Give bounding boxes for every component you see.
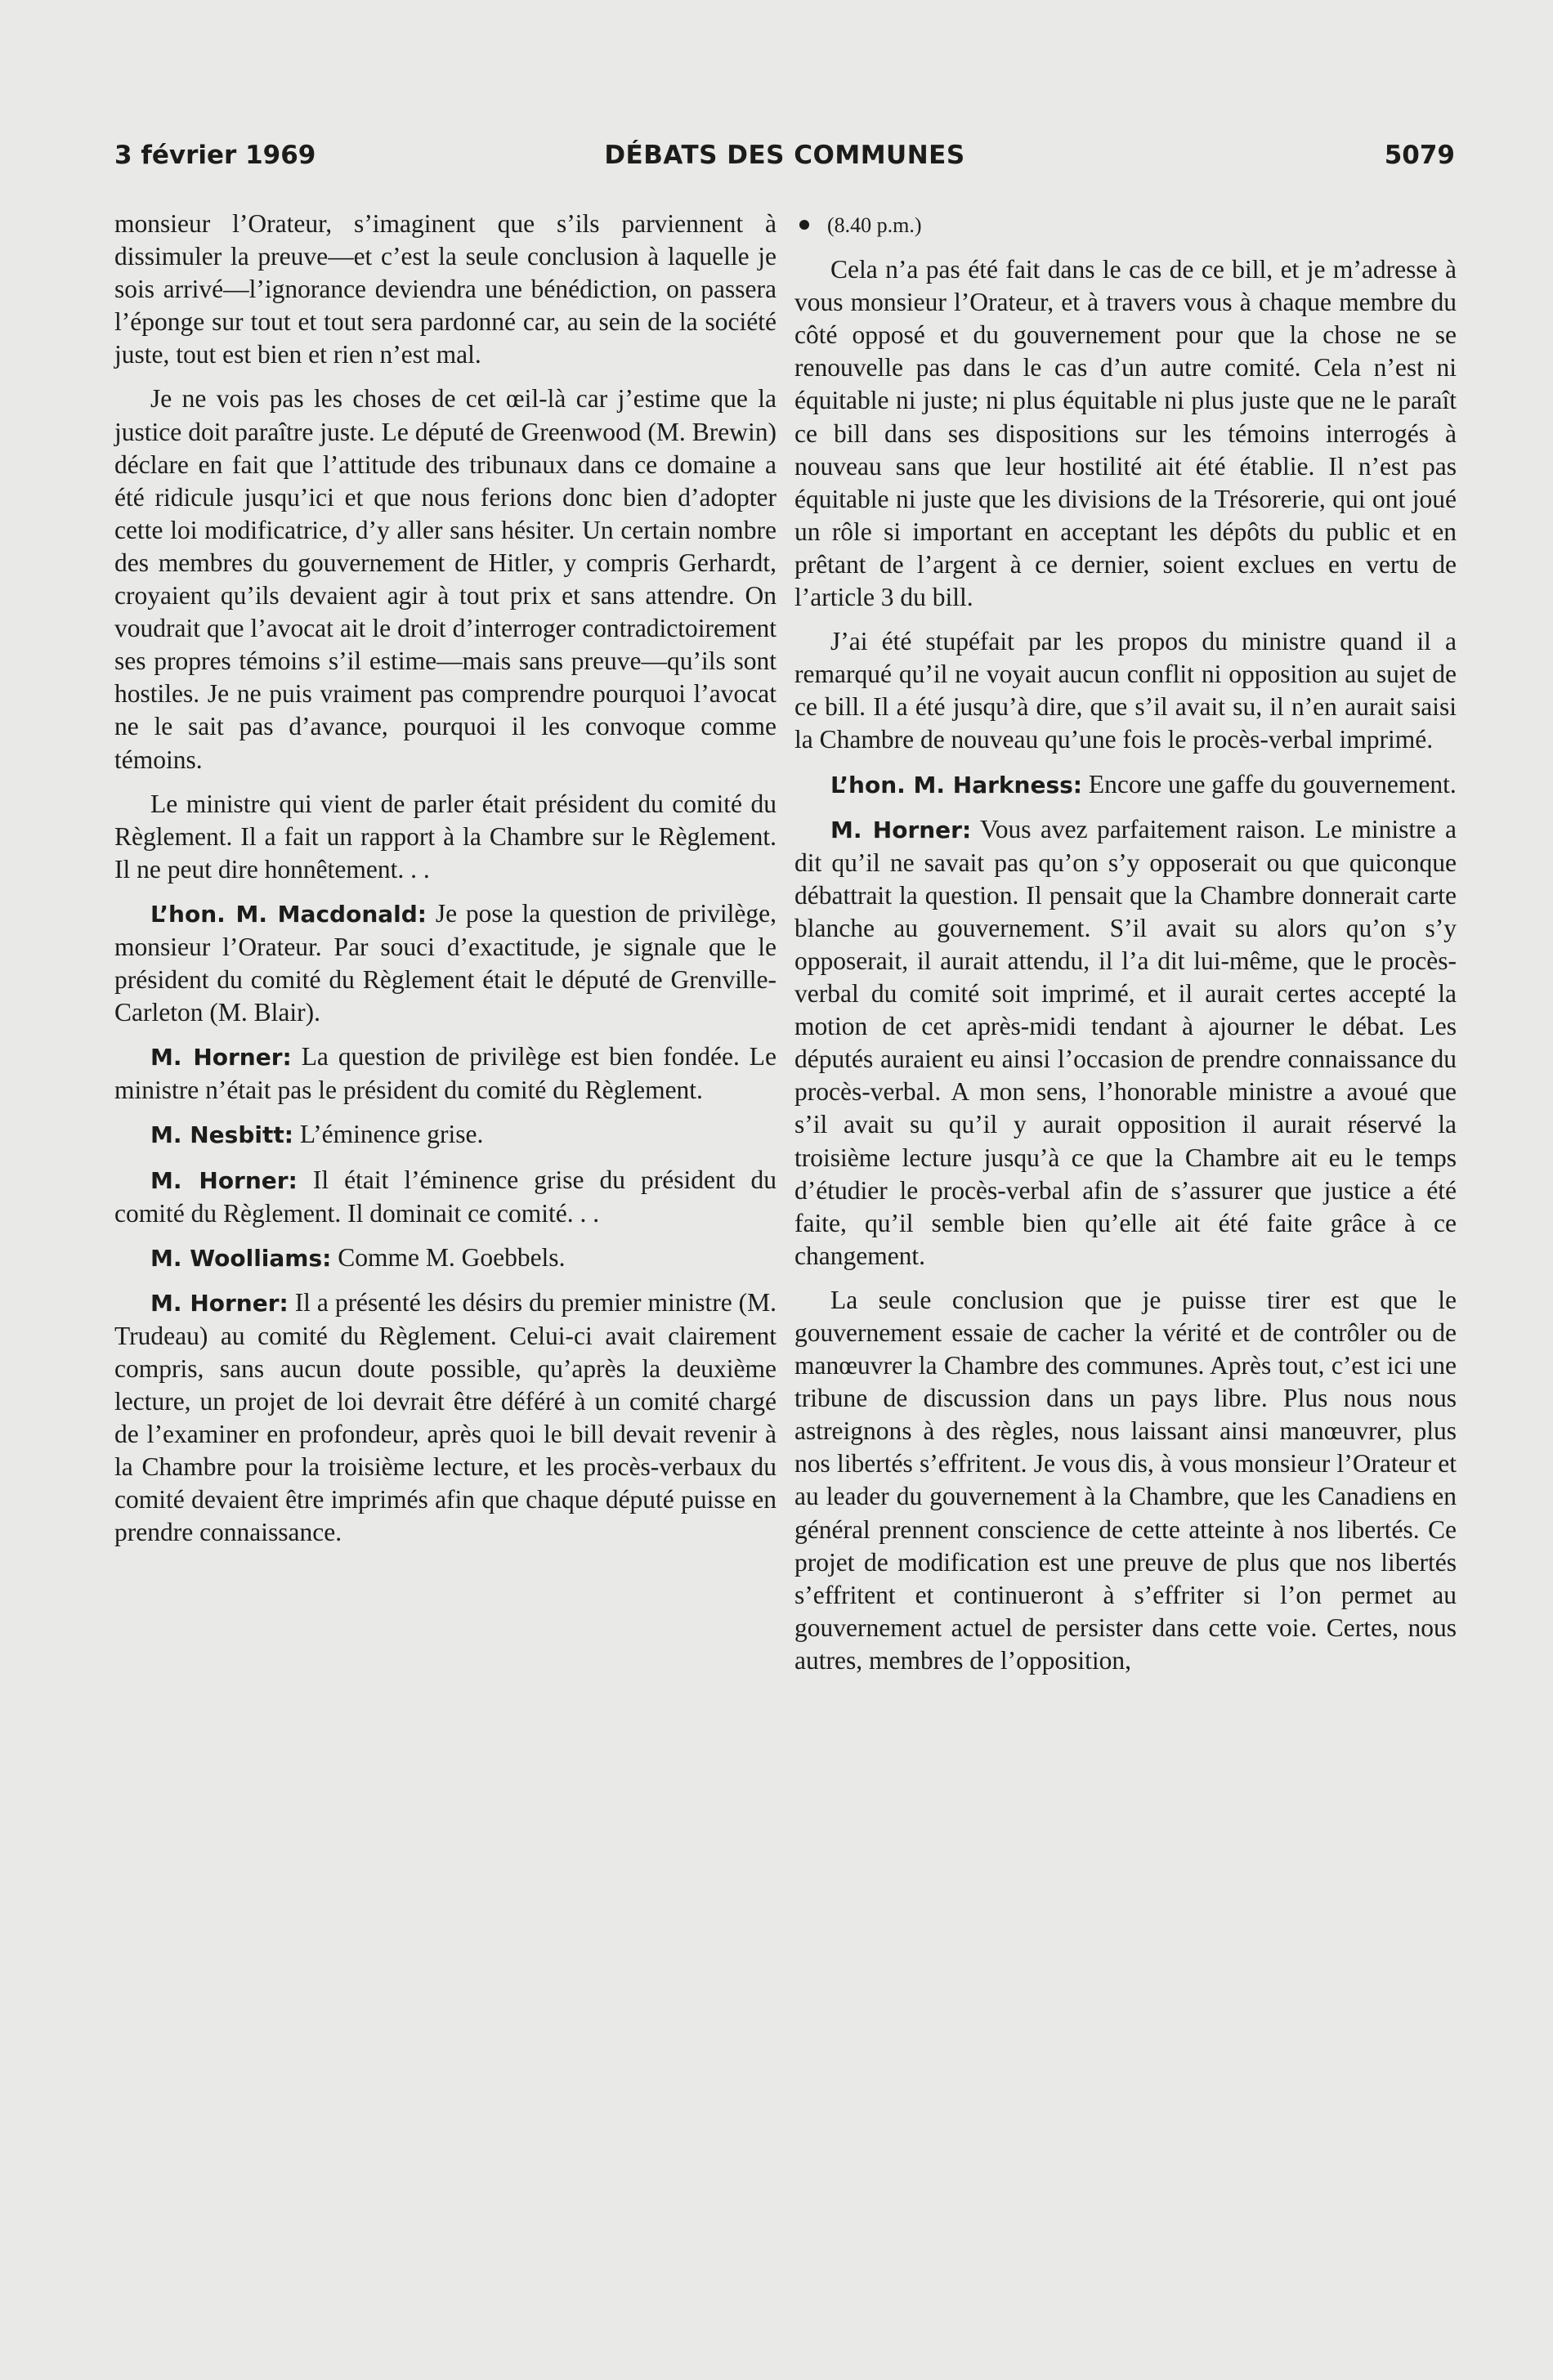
- speech-paragraph: [114, 1286, 776, 1550]
- bullet-icon: [799, 220, 809, 230]
- time-stamp: (8.40 p.m.): [827, 213, 922, 237]
- speech-paragraph: [114, 897, 776, 1029]
- header-title: DÉBATS DES COMMUNES: [604, 141, 965, 170]
- page-number: 5079: [1384, 141, 1455, 170]
- paragraph: Le ministre qui vient de parler était président du comité du Règlement. Il a fait un rapport à la Chambre sur le Règlement. Il ne peut dire honnêtement. . .: [114, 789, 776, 884]
- speaker-name: M. Nesbitt:: [150, 1121, 293, 1149]
- speech-paragraph: [114, 1241, 776, 1275]
- right-column: [794, 208, 1457, 1689]
- time-marker: [794, 208, 1457, 242]
- paragraph: Je ne vois pas les choses de cet œil-là car j’estime que la justice doit paraître juste. Le député de Greenwood (M. Brewin) déclare en fait que l’attitude des tribunaux dans ce domaine a été ridicule jusqu’ici et que nous ferions donc bien d’adopter cette loi modificatrice, d’y aller sans hésiter. Un certain nombre des membres du gouvernement de Hitler, y compris Gerhardt, croyaient qu’ils devaient agir à tout prix et sans attendre. On voudrait que l’avocat ait le droit d’interroger contradictoirement ses propres témoins s’il estime—mais sans preuve—qu’ils sont hostiles. Je ne puis vraiment pas comprendre pourquoi l’avocat ne le sait pas d’avance, pourquoi il les convoque comme témoins.: [114, 384, 776, 774]
- speech-text: Comme M. Goebbels.: [338, 1242, 566, 1272]
- speech-text: La question de privilège est bien fondée. Le ministre n’était pas le président du comité du Règlement.: [114, 1042, 777, 1105]
- left-column: [114, 208, 776, 1561]
- paragraph: La seule conclusion que je puisse tirer est que le gouvernement essaie de cacher la vérité et de contrôler ou de manœuvrer la Chambre des communes. Après tout, c’est ici une tribune de discussion dans un pays libre. Plus nous nous astreignons à des règles, nous laissant ainsi manœuvrer, plus nos libertés s’effritent. Je vous dis, à vous monsieur l’Orateur et au leader du gouvernement à la Chambre, que les Canadiens en général prennent conscience de cette atteinte à nos libertés. Ce projet de modification est une preuve de plus que nos libertés s’effritent et continueront à s’effriter si l’on permet au gouvernement actuel de persister dans cette voie. Certes, nous autres, membres de l’opposition,: [794, 1285, 1457, 1675]
- speaker-name: M. Horner:: [150, 1044, 292, 1071]
- speaker-name: M. Horner:: [150, 1289, 289, 1317]
- speech-text: Vous avez parfaitement raison. Le ministre a dit qu’il ne savait pas qu’on s’y opposerait ou que quiconque débattrait la question. Il pensait que la Chambre donnerait carte blanche au gouvernement. S’il avait su alors qu’on s’y opposerait, il aurait attendu, il l’a dit lui-même, que le procès-verbal du comité soit imprimé, et il aurait certes accepté la motion de cet après-midi tendant à ajourner le débat. Les députés auraient eu ainsi l’occasion de prendre connaissance du procès-verbal. A mon sens, l’honorable ministre a avoué que s’il avait su qu’il y aurait opposition il aurait réservé la troisième lecture jusqu’à ce que la Chambre ait eu le temps d’étudier le procès-verbal afin de s’assurer que justice a été faite, qu’il semble bien qu’elle ait été faite grâce à ce changement.: [794, 814, 1457, 1270]
- speech-paragraph: [794, 813, 1457, 1273]
- speaker-name: L’hon. M. Harkness:: [830, 771, 1082, 799]
- speech-text: Il était l’éminence grise du président du comité du Règlement. Il dominait ce comité. . .: [114, 1165, 777, 1228]
- speech-text: Encore une gaffe du gouvernement.: [1088, 769, 1457, 799]
- speech-paragraph: [794, 768, 1457, 802]
- paragraph: J’ai été stupéfait par les propos du ministre quand il a remarqué qu’il ne voyait aucun conflit ni opposition au sujet de ce bill. Il a été jusqu’à dire, que s’il avait su, il n’en aurait saisi la Chambre de nouveau qu’une fois le procès-verbal imprimé.: [794, 627, 1457, 754]
- speech-paragraph: [114, 1040, 776, 1107]
- paragraph: monsieur l’Orateur, s’imaginent que s’ils parviennent à dissimuler la preuve—et c’est la seule conclusion à laquelle je sois arrivé—l’ignorance deviendra une bénédiction, on passera l’éponge sur tout et tout sera pardonné car, au sein de la société juste, tout est bien et rien n’est mal.: [114, 209, 776, 369]
- speech-paragraph: [114, 1164, 776, 1230]
- speaker-name: L’hon. M. Macdonald:: [150, 900, 427, 928]
- paragraph: Cela n’a pas été fait dans le cas de ce bill, et je m’adresse à vous monsieur l’Orateur, et à travers vous à chaque membre du côté opposé et du gouvernement pour que la chose ne se renouvelle pas dans le cas d’un autre comité. Cela n’est ni équitable ni juste; ni plus équitable ni plus juste que ne le paraît ce bill dans ses dispositions sur les témoins interrogés à nouveau sans que leur hostilité ait été établie. Il n’est pas équitable ni juste que les divisions de la Trésorerie, qui ont joué un rôle si important en acceptant les dépôts du public et en prêtant de l’argent à ce dernier, soient exclues en vertu de l’article 3 du bill.: [794, 255, 1457, 612]
- speech-text: L’éminence grise.: [299, 1120, 484, 1149]
- speech-text: Je pose la question de privilège, monsieur l’Orateur. Par souci d’exactitude, je signale que le président du comité du Règlement était le député de Grenville-Carleton (M. Blair).: [114, 898, 777, 1027]
- speaker-name: M. Horner:: [150, 1166, 298, 1194]
- speaker-name: M. Woolliams:: [150, 1244, 332, 1272]
- header-date: 3 février 1969: [114, 141, 316, 170]
- speaker-name: M. Horner:: [830, 816, 972, 843]
- speech-paragraph: [114, 1118, 776, 1152]
- speech-text: Il a présenté les désirs du premier ministre (M. Trudeau) au comité du Règlement. Celui-ci avait clairement compris, sans aucun doute possible, qu’après la deuxième lecture, un projet de loi devrait être déféré à un comité chargé de l’examiner en profondeur, après quoi le bill devait revenir à la Chambre pour la troisième lecture, et les procès-verbaux du comité devaient être imprimés afin que chaque député puisse en prendre connaissance.: [114, 1287, 777, 1547]
- page-header: [114, 141, 1455, 173]
